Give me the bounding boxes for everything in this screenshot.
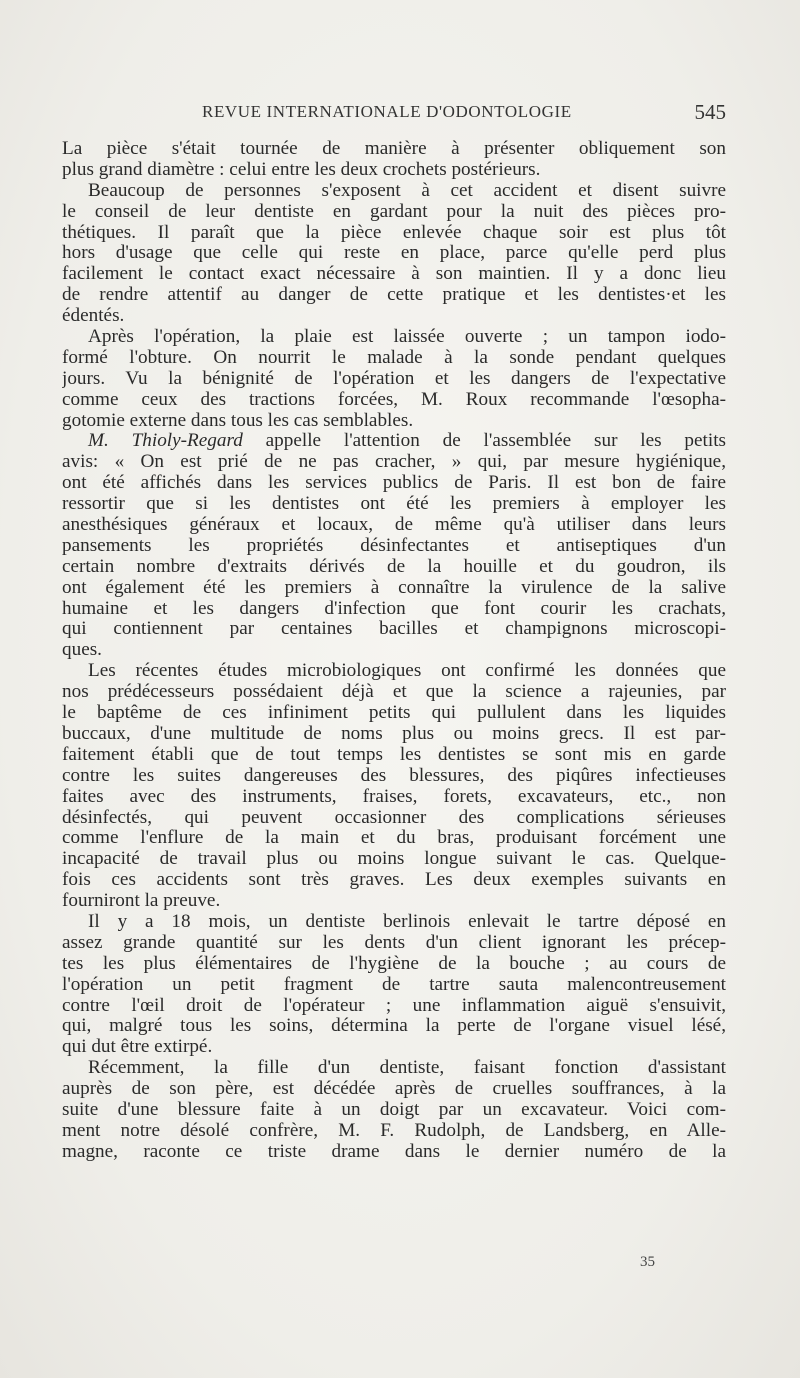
text-line: ment notre désolé confrère, M. F. Rudolph, de Landsberg, en Alle- (62, 1120, 726, 1141)
text-line: faites avec des instruments, fraises, forets, excavateurs, etc., non (62, 786, 726, 807)
paragraph (62, 139, 726, 181)
text-line: buccaux, d'une multitude de noms plus ou moins grecs. Il est par- (62, 723, 726, 744)
text-line: le baptême de ces infiniment petits qui pullulent dans les liquides (62, 703, 726, 724)
text-line: ont été affichés dans les services publics de Paris. Il est bon de faire (62, 473, 726, 494)
printer-signature: 35 (640, 1254, 655, 1270)
text-line (62, 431, 726, 452)
text-line: incapacité de travail plus ou moins longue suivant le cas. Quelque- (62, 849, 726, 870)
text-line: magne, raconte ce triste drame dans le dernier numéro de la (62, 1141, 726, 1162)
text-line: Après l'opération, la plaie est laissée ouverte ; un tampon iodo- (88, 327, 726, 348)
page-number: 545 (694, 100, 726, 124)
text-line: le conseil de leur dentiste en gardant pour la nuit des pièces pro- (62, 201, 726, 222)
text-line: thétiques. Il paraît que la pièce enlevée chaque soir est plus tôt (62, 222, 726, 243)
text-line: jours. Vu la bénignité de l'opération et les dangers de l'expectative (62, 368, 726, 389)
text-line: comme ceux des tractions forcées, M. Roux recommande l'œsopha- (62, 389, 726, 410)
journal-title: REVUE INTERNATIONALE D'ODONTOLOGIE (202, 102, 572, 121)
text-line: qui dut être extirpé. (62, 1037, 213, 1058)
text-line: ques. (62, 640, 102, 661)
text-line: ressortir que si les dentistes ont été les premiers à employer les (62, 494, 726, 515)
text-line: plus grand diamètre : celui entre les deux crochets postérieurs. (62, 159, 541, 180)
text-line: fois ces accidents sont très graves. Les deux exemples suivants en (62, 870, 726, 891)
text-line: édentés. (62, 306, 125, 327)
text-line: de rendre attentif au danger de cette pratique et les dentistes·et les (62, 285, 726, 306)
text-line: assez grande quantité sur les dents d'un client ignorant les précep- (62, 932, 726, 953)
paragraph (62, 661, 726, 912)
speaker-name: M. Thioly-Regard (88, 431, 243, 452)
paragraph (62, 431, 726, 661)
text-line: désinfectés, qui peuvent occasionner des complications sérieuses (62, 807, 726, 828)
text-line: auprès de son père, est décédée après de cruelles souffrances, à la (62, 1079, 726, 1100)
text-line: Les récentes études microbiologiques ont confirmé les données que (88, 661, 726, 682)
paragraph (62, 1058, 726, 1162)
text-line: humaine et les dangers d'infection que font courir les crachats, (62, 598, 726, 619)
text-line: ont également été les premiers à connaître la virulence de la salive (62, 577, 726, 598)
text-line: contre l'œil droit de l'opérateur ; une inflammation aiguë s'ensuivit, (62, 995, 726, 1016)
paragraph (62, 327, 726, 431)
text-line: contre les suites dangereuses des blessures, des piqûres infectieuses (62, 765, 726, 786)
text-line: hors d'usage que celle qui reste en place, parce qu'elle perd plus (62, 243, 726, 264)
text-line: avis: « On est prié de ne pas cracher, » qui, par mesure hygiénique, (62, 452, 726, 473)
text-line: gotomie externe dans tous les cas semblables. (62, 410, 414, 431)
text-line: faitement établi que de tout temps les dentistes se sont mis en garde (62, 744, 726, 765)
text-line: certain nombre d'extraits dérivés de la houille et du goudron, ils (62, 556, 726, 577)
running-header (62, 100, 726, 126)
text-line: Récemment, la fille d'un dentiste, faisant fonction d'assistant (88, 1058, 726, 1079)
text-line: nos prédécesseurs possédaient déjà et que la science a rajeunies, par (62, 682, 726, 703)
text-line: suite d'une blessure faite à un doigt par un excavateur. Voici com- (62, 1099, 726, 1120)
paragraph (62, 912, 726, 1058)
text-line: qui, malgré tous les soins, détermina la perte de l'organe visuel lésé, (62, 1016, 726, 1037)
text-line: facilement le contact exact nécessaire à son maintien. Il y a donc lieu (62, 264, 726, 285)
text-line: comme l'enflure de la main et du bras, produisant forcément une (62, 828, 726, 849)
text-line: qui contiennent par centaines bacilles et champignons microscopi- (62, 619, 726, 640)
text-line: anesthésiques généraux et locaux, de même qu'à utiliser dans leurs (62, 515, 726, 536)
text-line: formé l'obture. On nourrit le malade à la sonde pendant quelques (62, 347, 726, 368)
text-line: tes les plus élémentaires de l'hygiène de la bouche ; au cours de (62, 953, 726, 974)
text-line: Beaucoup de personnes s'exposent à cet accident et disent suivre (88, 180, 726, 201)
text-line: La pièce s'était tournée de manière à présenter obliquement son (62, 139, 726, 159)
text-line: Il y a 18 mois, un dentiste berlinois enlevait le tartre déposé en (88, 911, 726, 932)
article-body (62, 139, 726, 1163)
text-line: l'opération un petit fragment de tartre sauta malencontreusement (62, 974, 726, 995)
text-line: fourniront la preuve. (62, 891, 221, 912)
text-line-rest: appelle l'attention de l'assemblée sur les petits (242, 431, 726, 452)
text-line: pansements les propriétés désinfectantes et antiseptiques d'un (62, 535, 726, 556)
paragraph (62, 181, 726, 327)
